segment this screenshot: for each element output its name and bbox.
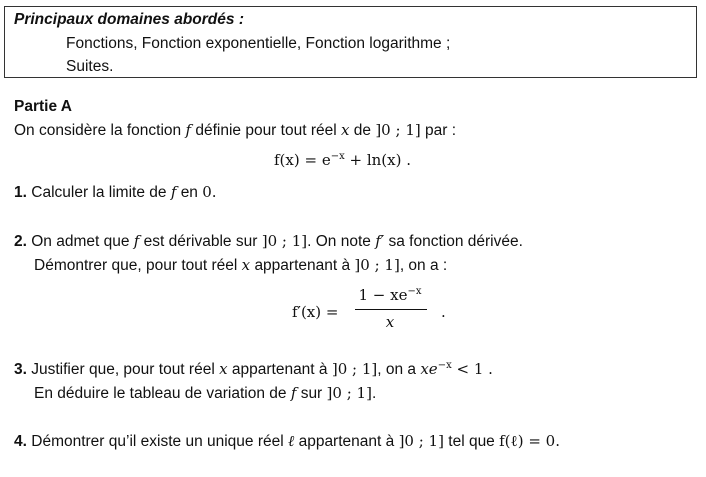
derivative-numerator [352,286,428,304]
topics-line-2: Suites. [66,58,114,75]
topics-title: Principaux domaines abordés : [14,11,244,28]
q3-ineq-exponent: −x [437,360,452,371]
q2-text-6: appartenant à [254,257,351,274]
question-1-f: f [170,183,177,201]
question-1-number: 1. [14,184,27,201]
question-1-zero: 0. [202,183,217,201]
intro-f: f [185,121,192,139]
q3-inequality [420,360,493,378]
q4-text-1: Démontrer qu’il existe un unique réel [31,433,284,450]
intro-text-1: On considère la fonction [14,122,182,139]
q2-text-3: . On note [307,233,371,250]
part-a-heading: Partie A [14,98,73,115]
q3-ineq-rest: < 1 . [456,360,493,378]
intro-text-4: par : [425,122,457,139]
derivative-numerator-exponent: −x [407,286,422,297]
q3-text-4: En déduire le tableau de variation de [34,385,287,402]
derivative-numerator-main: 1 − xe [358,286,408,304]
q2-text-5: Démontrer que, pour tout réel [34,257,238,274]
formula-rhs: + ln(x) . [349,151,412,169]
question-1 [14,183,217,202]
part-a-intro [14,121,456,140]
question-2-line-1 [14,232,523,251]
derivative-dot: . [441,303,446,321]
q3-interval-2: ]0 ; 1] [326,384,372,402]
q3-text-5: sur [300,385,323,402]
derivative-denominator: x [385,313,395,331]
q3-ineq-main: xe [420,360,438,378]
definition-formula [274,151,411,169]
q2-text-2: est dérivable sur [143,233,258,250]
q2-interval: ]0 ; 1] [261,232,308,250]
q2-fprime: f′ [375,232,385,250]
q3-interval: ]0 ; 1] [331,360,378,378]
topics-line-1: Fonctions, Fonction exponentielle, Fonction logarithme ; [66,35,451,52]
q3-text-2: appartenant à [231,361,328,378]
q4-text-3: tel que [448,433,495,450]
intro-interval: ]0 ; 1] [375,121,421,139]
question-2-number: 2. [14,233,27,250]
question-1-text: Calculer la limite de [31,184,167,201]
q4-interval: ]0 ; 1] [398,432,444,450]
q3-x: x [219,360,228,378]
q2-text-1: On admet que [31,233,130,250]
q3-f: f [290,384,297,402]
question-4-number: 4. [14,433,27,450]
question-4 [14,432,560,451]
q3-text-1: Justifier que, pour tout réel [31,361,215,378]
q4-ell: ℓ [288,432,295,450]
question-3-line-2 [34,384,376,403]
q4-text-2: appartenant à [298,433,395,450]
question-3-line-1 [14,360,493,379]
question-3-number: 3. [14,361,27,378]
q3-text-6: . [371,385,377,402]
intro-text-2: définie pour tout réel [195,122,337,139]
intro-x: x [340,121,350,139]
intro-text-3: de [353,122,372,139]
q2-interval-2: ]0 ; 1] [354,256,400,274]
fraction-bar [355,309,427,310]
q3-text-3: , on a [377,361,417,378]
q4-equation: f(ℓ) = 0. [499,432,560,450]
q2-x: x [241,256,251,274]
q2-text-4: sa fonction dérivée. [388,233,523,250]
formula-lhs: f(x) = e [274,151,331,169]
derivative-lhs: f′(x) = [292,303,339,321]
q2-f: f [133,232,140,250]
q2-text-7: , on a : [399,257,448,274]
question-1-en: en [180,184,198,201]
formula-exponent: −x [330,151,345,162]
question-2-line-2 [34,256,447,275]
